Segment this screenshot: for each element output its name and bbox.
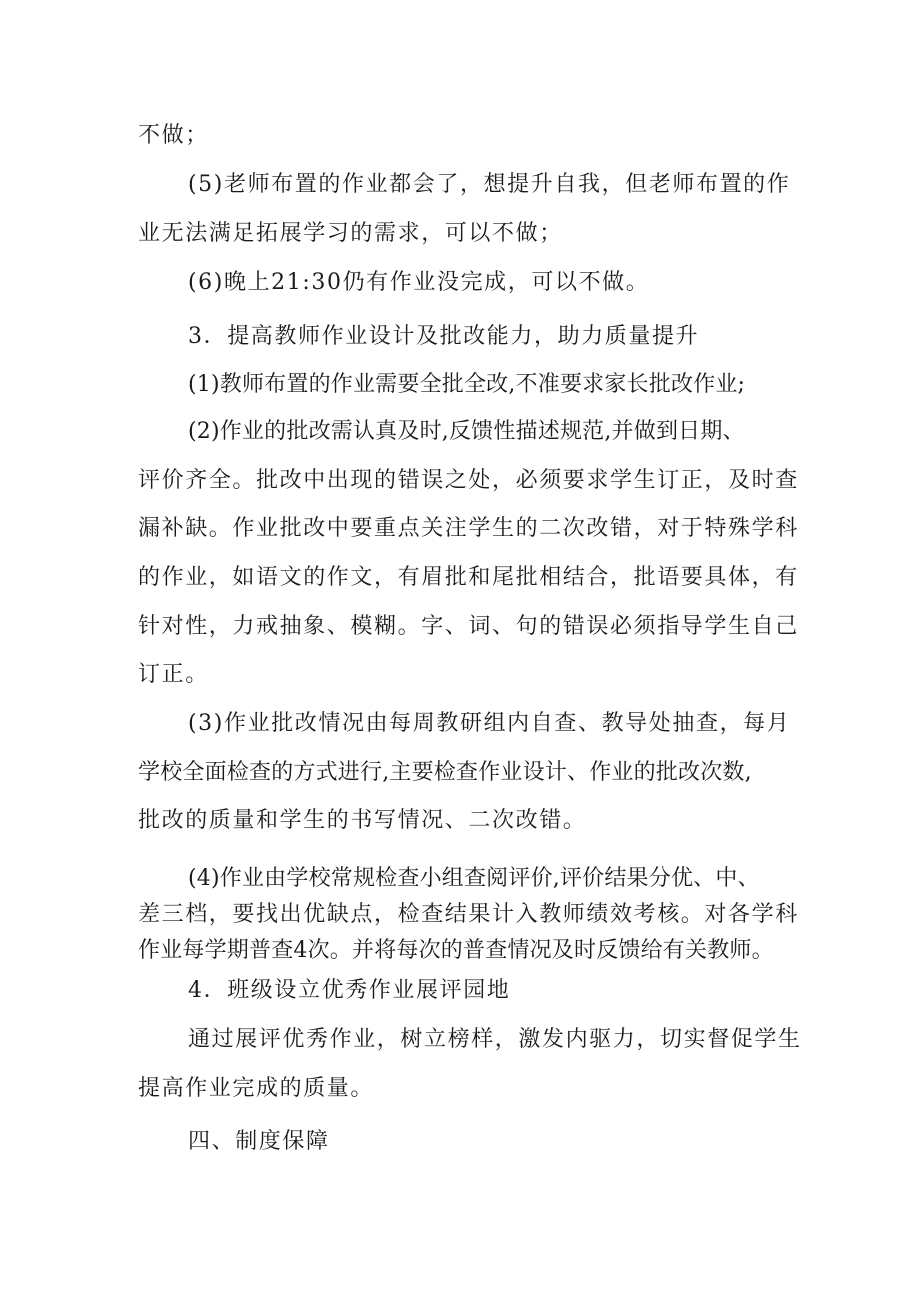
text-line-20: 通过展评优秀作业，树立榜样，激发内驱力，切实督促学生	[188, 1027, 802, 1052]
text-line-16: (4)作业由学校常规检查小组查阅评价,评价结果分优、中、	[188, 866, 760, 891]
section-heading-3: 3．提高教师作业设计及批改能力，助力质量提升	[188, 324, 700, 349]
text-line-8: 评价齐全。批改中出现的错误之处，必须要求学生订正，及时查	[138, 468, 799, 493]
text-line-7: (2)作业的批改需认真及时,反馈性描述规范,并做到日期、	[188, 419, 745, 444]
chapter-heading-4: 四、制度保障	[188, 1129, 330, 1154]
text-line-17: 差三档，要找出优缺点，检查结果计入教师绩效考核。对各学科	[138, 902, 799, 927]
text-line-12: 订正。	[138, 662, 209, 687]
text-line-11: 针对性，力戒抽象、模糊。字、词、句的错误必须指导学生自己	[138, 614, 799, 639]
text-line-21: 提高作业完成的质量。	[138, 1076, 375, 1101]
text-line-6: (1)教师布置的作业需要全批全改,不准要求家长批改作业;	[188, 372, 746, 397]
text-line-10: 的作业，如语文的作文，有眉批和尾批相结合，批语要具体，有	[138, 565, 799, 590]
text-line-13: (3)作业批改情况由每周教研组内自查、教导处抽查，每月	[188, 711, 791, 736]
text-line-1: 不做；	[138, 123, 209, 148]
text-line-14: 学校全面检查的方式进行,主要检查作业设计、作业的批改次数,	[138, 760, 752, 785]
text-line-15: 批改的质量和学生的书写情况、二次改错。	[138, 808, 587, 833]
text-line-9: 漏补缺。作业批改中要重点关注学生的二次改错，对于特殊学科	[138, 516, 799, 541]
text-line-3: 业无法满足拓展学习的需求，可以不做；	[138, 221, 563, 246]
section-heading-4: 4．班级设立优秀作业展评园地	[188, 978, 511, 1003]
text-line-4: (6)晚上21:30仍有作业没完成，可以不做。	[188, 270, 650, 295]
text-line-2: (5)老师布置的作业都会了，想提升自我，但老师布置的作	[188, 172, 791, 197]
text-line-18: 作业每学期普查4次。并将每次的普查情况及时反馈给有关教师。	[138, 938, 774, 963]
